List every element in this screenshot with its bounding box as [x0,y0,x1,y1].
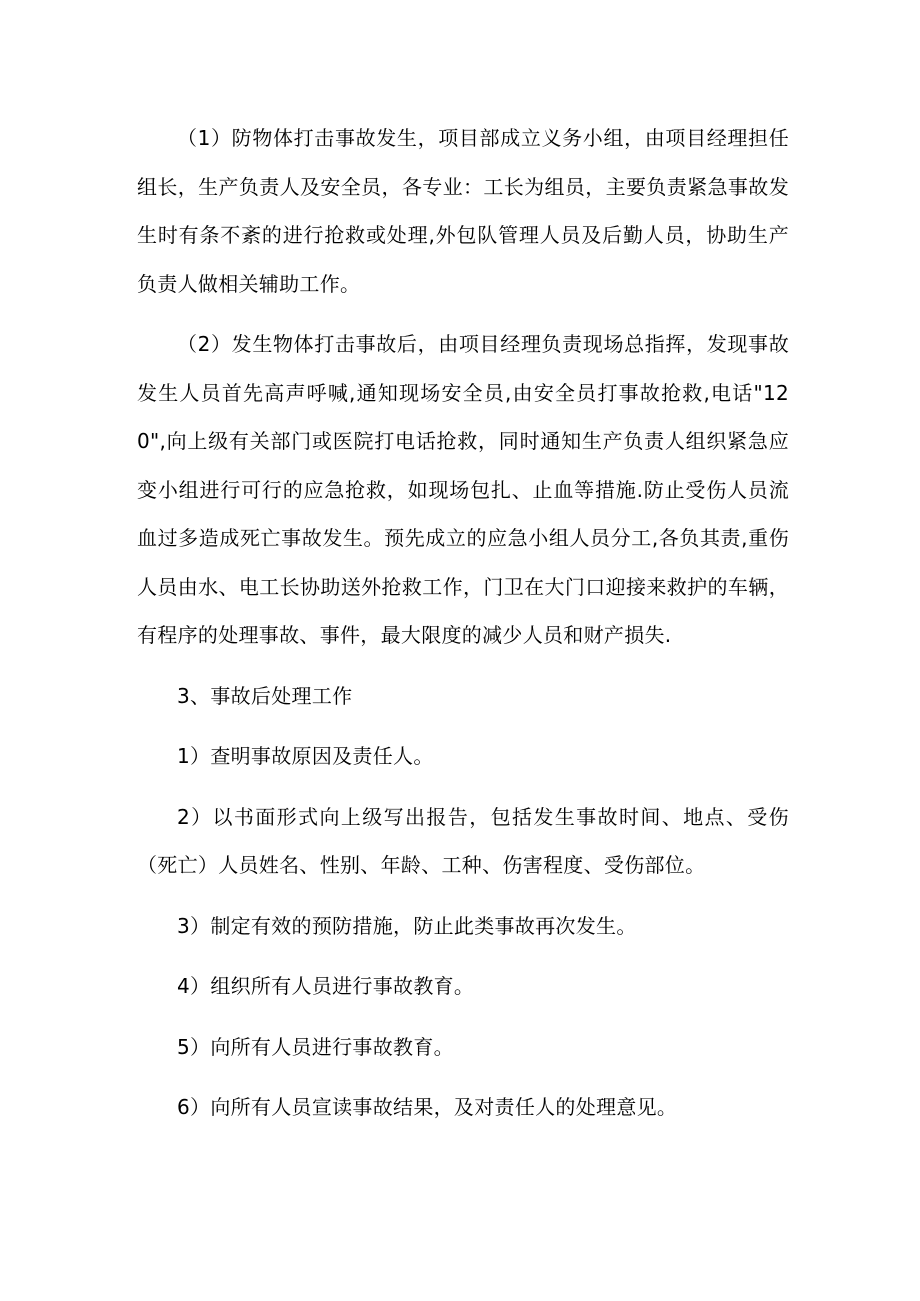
list-item-3: 3）制定有效的预防措施，防止此类事故再次发生。 [177,913,637,938]
paragraph-emergency-response: （2）发生物体打击事故后，由项目经理负责现场总指挥，发现事故发生人员首先高声呼喊,通知现场安全员,由安全员打事故抢救,电话"120",向上级有关部门或医院打电话抢救，同时通知生产负责人组织紧急应变小组进行可行的应急抢救，如现场包扎、止血等措施.防止受伤人员流血过多造成死亡事故发生。预先成立的应急小组人员分工,各负其责,重伤人员由水、电工长协助送外抢救工作，门卫在大门口迎接来救护的车辆，有程序的处理事故、事件，最大限度的减少人员和财产损失. [137,332,789,647]
list-item-5: 5）向所有人员进行事故教育。 [177,1034,454,1059]
list-item-2: 2）以书面形式向上级写出报告，包括发生事故时间、地点、受伤（死亡）人员姓名、性别、年龄、工种、伤害程度、受伤部位。 [137,804,789,877]
list-item-4: 4）组织所有人员进行事故教育。 [177,974,475,998]
list-item-6: 6）向所有人员宣读事故结果，及对责任人的处理意见。 [177,1095,678,1119]
list-item-1: 1）查明事故原因及责任人。 [177,744,434,768]
document-body [137,114,789,1144]
section-heading-post-accident: 3、事故后处理工作 [177,683,353,708]
paragraph-rescue-team: （1）防物体打击事故发生，项目部成立义务小组，由项目经理担任组长，生产负责人及安全员，各专业：工长为组员，主要负责紧急事故发生时有条不紊的进行抢救或处理,外包队管理人员及后勤人员，协助生产负责人做相关辅助工作。 [137,126,789,296]
